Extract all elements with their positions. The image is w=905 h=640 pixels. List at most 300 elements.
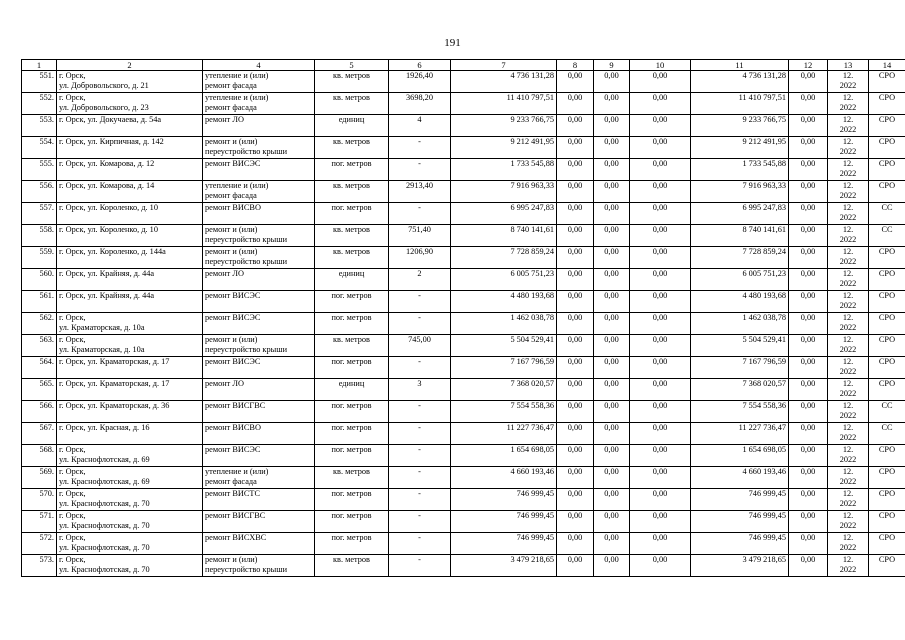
address-cell — [57, 159, 203, 181]
address-cell — [57, 181, 203, 203]
work-type-line: ремонт ВИСЭС — [205, 313, 261, 322]
deadline-cell — [828, 93, 869, 115]
quantity-cell: 4 — [389, 115, 451, 137]
total-cost-cell: 5 504 529,41 — [451, 335, 557, 357]
work-type-line: ремонт и (или) — [205, 335, 258, 344]
address-cell — [57, 511, 203, 533]
cost-col8-cell: 0,00 — [557, 357, 594, 379]
cost-col11-cell: 7 728 859,24 — [691, 247, 789, 269]
cost-col10-cell: 0,00 — [630, 71, 691, 93]
deadline-cell — [828, 357, 869, 379]
unit-cell: пог. метров — [315, 357, 389, 379]
cost-col11-cell: 9 233 766,75 — [691, 115, 789, 137]
deadline-line: 12. — [842, 137, 854, 146]
header-row — [22, 60, 905, 71]
total-cost-cell: 746 999,45 — [451, 511, 557, 533]
address-cell — [57, 379, 203, 401]
address-cell — [57, 71, 203, 93]
total-cost-cell: 6 995 247,83 — [451, 203, 557, 225]
column-header: 10 — [630, 60, 691, 71]
unit-cell: пог. метров — [315, 291, 389, 313]
quantity-cell: - — [389, 291, 451, 313]
funding-method-cell: СС — [869, 225, 905, 247]
cost-col12-cell: 0,00 — [789, 511, 828, 533]
cost-col10-cell: 0,00 — [630, 203, 691, 225]
row-number-cell: 568. — [22, 445, 57, 467]
cost-col9-cell: 0,00 — [594, 511, 630, 533]
work-type-cell — [203, 203, 315, 225]
quantity-cell: - — [389, 555, 451, 577]
address-line: ул. Краматорская, д. 10а — [59, 345, 145, 354]
deadline-line: 2022 — [839, 103, 857, 112]
cost-col11-cell: 4 480 193,68 — [691, 291, 789, 313]
cost-col11-cell: 3 479 218,65 — [691, 555, 789, 577]
address-line: г. Орск, — [59, 511, 86, 520]
quantity-cell: - — [389, 445, 451, 467]
cost-col9-cell: 0,00 — [594, 159, 630, 181]
deadline-line: 2022 — [839, 455, 857, 464]
address-cell — [57, 445, 203, 467]
deadline-cell — [828, 203, 869, 225]
cost-col8-cell: 0,00 — [557, 489, 594, 511]
deadline-line: 2022 — [839, 125, 857, 134]
deadline-line: 12. — [842, 489, 854, 498]
column-header: 4 — [203, 60, 315, 71]
work-type-cell — [203, 291, 315, 313]
work-type-cell — [203, 181, 315, 203]
funding-method-cell: СРО — [869, 115, 905, 137]
quantity-cell: 2 — [389, 269, 451, 291]
cost-col12-cell: 0,00 — [789, 181, 828, 203]
cost-col8-cell: 0,00 — [557, 203, 594, 225]
total-cost-cell: 1 733 545,88 — [451, 159, 557, 181]
work-type-cell — [203, 93, 315, 115]
funding-method-cell: СС — [869, 203, 905, 225]
address-line: г. Орск, ул. Короленко, д. 10 — [59, 203, 158, 212]
total-cost-cell: 1 654 698,05 — [451, 445, 557, 467]
column-header: 12 — [789, 60, 828, 71]
address-cell — [57, 291, 203, 313]
table-row — [22, 203, 905, 225]
address-line: ул. Добровольского, д. 21 — [59, 81, 149, 90]
deadline-line: 2022 — [839, 213, 857, 222]
address-line: г. Орск, ул. Короленко, д. 10 — [59, 225, 158, 234]
total-cost-cell: 7 368 020,57 — [451, 379, 557, 401]
cost-col9-cell: 0,00 — [594, 71, 630, 93]
address-line: г. Орск, — [59, 555, 86, 564]
funding-method-cell: СРО — [869, 269, 905, 291]
cost-col12-cell: 0,00 — [789, 335, 828, 357]
address-line: ул. Добровольского, д. 23 — [59, 103, 149, 112]
total-cost-cell: 7 554 558,36 — [451, 401, 557, 423]
address-cell — [57, 335, 203, 357]
cost-col9-cell: 0,00 — [594, 247, 630, 269]
address-line: ул. Краснофлотская, д. 70 — [59, 565, 150, 574]
funding-method-cell: СРО — [869, 555, 905, 577]
address-line: г. Орск, — [59, 313, 86, 322]
unit-cell: пог. метров — [315, 533, 389, 555]
work-type-line: переустройство крыши — [205, 257, 288, 266]
work-type-cell — [203, 159, 315, 181]
table-row — [22, 511, 905, 533]
row-number-cell: 557. — [22, 203, 57, 225]
work-type-line: утепление и (или) — [205, 93, 269, 102]
address-line: ул. Краснофлотская, д. 69 — [59, 455, 150, 464]
cost-col12-cell: 0,00 — [789, 159, 828, 181]
row-number-cell: 567. — [22, 423, 57, 445]
quantity-cell: - — [389, 313, 451, 335]
row-number-cell: 561. — [22, 291, 57, 313]
row-number-cell: 566. — [22, 401, 57, 423]
address-line: г. Орск, — [59, 335, 86, 344]
work-type-line: ремонт ВИСЭС — [205, 159, 261, 168]
work-type-cell — [203, 533, 315, 555]
address-line: ул. Краснофлотская, д. 70 — [59, 543, 150, 552]
table-row — [22, 291, 905, 313]
deadline-line: 12. — [842, 225, 854, 234]
cost-col9-cell: 0,00 — [594, 203, 630, 225]
cost-col12-cell: 0,00 — [789, 291, 828, 313]
table-row — [22, 225, 905, 247]
cost-col10-cell: 0,00 — [630, 335, 691, 357]
work-type-line: переустройство крыши — [205, 147, 288, 156]
deadline-cell — [828, 335, 869, 357]
funding-method-cell: СРО — [869, 357, 905, 379]
work-type-line: утепление и (или) — [205, 181, 269, 190]
table-row — [22, 489, 905, 511]
funding-method-cell: СРО — [869, 533, 905, 555]
cost-col9-cell: 0,00 — [594, 445, 630, 467]
funding-method-cell: СРО — [869, 335, 905, 357]
work-type-line: ремонт и (или) — [205, 247, 258, 256]
funding-method-cell: СРО — [869, 247, 905, 269]
row-number-cell: 551. — [22, 71, 57, 93]
column-header: 9 — [594, 60, 630, 71]
deadline-line: 12. — [842, 423, 854, 432]
deadline-line: 2022 — [839, 477, 857, 486]
address-cell — [57, 137, 203, 159]
cost-col8-cell: 0,00 — [557, 445, 594, 467]
total-cost-cell: 746 999,45 — [451, 533, 557, 555]
deadline-line: 12. — [842, 269, 854, 278]
work-type-cell — [203, 247, 315, 269]
unit-cell: кв. метров — [315, 71, 389, 93]
work-type-line: ремонт фасада — [205, 81, 257, 90]
work-type-line: ремонт ВИСТС — [205, 489, 261, 498]
row-number-cell: 552. — [22, 93, 57, 115]
quantity-cell: - — [389, 137, 451, 159]
total-cost-cell: 11 227 736,47 — [451, 423, 557, 445]
quantity-cell: - — [389, 357, 451, 379]
table-row — [22, 159, 905, 181]
deadline-line: 2022 — [839, 565, 857, 574]
work-type-cell — [203, 335, 315, 357]
table-row — [22, 115, 905, 137]
deadline-line: 2022 — [839, 411, 857, 420]
cost-col12-cell: 0,00 — [789, 379, 828, 401]
cost-col10-cell: 0,00 — [630, 247, 691, 269]
work-type-line: ремонт ВИСГВС — [205, 511, 266, 520]
deadline-line: 12. — [842, 335, 854, 344]
cost-col8-cell: 0,00 — [557, 137, 594, 159]
row-number-cell: 570. — [22, 489, 57, 511]
work-type-line: ремонт ВИСХВС — [205, 533, 267, 542]
address-line: г. Орск, — [59, 467, 86, 476]
work-type-line: ремонт ВИСВО — [205, 203, 261, 212]
deadline-line: 2022 — [839, 433, 857, 442]
cost-col11-cell: 8 740 141,61 — [691, 225, 789, 247]
quantity-cell: 3698,20 — [389, 93, 451, 115]
deadline-line: 12. — [842, 533, 854, 542]
deadline-cell — [828, 115, 869, 137]
cost-col12-cell: 0,00 — [789, 467, 828, 489]
cost-col9-cell: 0,00 — [594, 555, 630, 577]
quantity-cell: 2913,40 — [389, 181, 451, 203]
address-line: г. Орск, ул. Крайняя, д. 44а — [59, 269, 155, 278]
cost-col12-cell: 0,00 — [789, 71, 828, 93]
column-header: 11 — [691, 60, 789, 71]
deadline-line: 12. — [842, 401, 854, 410]
unit-cell: кв. метров — [315, 555, 389, 577]
cost-col10-cell: 0,00 — [630, 533, 691, 555]
row-number-cell: 563. — [22, 335, 57, 357]
deadline-line: 12. — [842, 203, 854, 212]
deadline-line: 12. — [842, 467, 854, 476]
deadline-cell — [828, 555, 869, 577]
unit-cell: единиц — [315, 379, 389, 401]
cost-col8-cell: 0,00 — [557, 511, 594, 533]
cost-col8-cell: 0,00 — [557, 93, 594, 115]
unit-cell: кв. метров — [315, 181, 389, 203]
deadline-cell — [828, 379, 869, 401]
cost-col11-cell: 746 999,45 — [691, 489, 789, 511]
deadline-line: 12. — [842, 115, 854, 124]
row-number-cell: 553. — [22, 115, 57, 137]
total-cost-cell: 746 999,45 — [451, 489, 557, 511]
work-type-line: ремонт ВИСВО — [205, 423, 261, 432]
address-line: г. Орск, — [59, 445, 86, 454]
cost-col10-cell: 0,00 — [630, 313, 691, 335]
funding-method-cell: СРО — [869, 511, 905, 533]
cost-col8-cell: 0,00 — [557, 533, 594, 555]
table-row — [22, 467, 905, 489]
total-cost-cell: 9 233 766,75 — [451, 115, 557, 137]
cost-col11-cell: 7 167 796,59 — [691, 357, 789, 379]
cost-col8-cell: 0,00 — [557, 71, 594, 93]
deadline-cell — [828, 489, 869, 511]
work-type-cell — [203, 489, 315, 511]
quantity-cell: 3 — [389, 379, 451, 401]
table-row — [22, 423, 905, 445]
cost-col11-cell: 746 999,45 — [691, 511, 789, 533]
funding-method-cell: СРО — [869, 467, 905, 489]
cost-col10-cell: 0,00 — [630, 225, 691, 247]
address-line: ул. Краснофлотская, д. 69 — [59, 477, 150, 486]
table-row — [22, 379, 905, 401]
cost-col12-cell: 0,00 — [789, 555, 828, 577]
work-type-cell — [203, 313, 315, 335]
cost-col11-cell: 9 212 491,95 — [691, 137, 789, 159]
total-cost-cell: 7 167 796,59 — [451, 357, 557, 379]
unit-cell: пог. метров — [315, 401, 389, 423]
column-header: 6 — [389, 60, 451, 71]
table-row — [22, 555, 905, 577]
cost-col9-cell: 0,00 — [594, 423, 630, 445]
total-cost-cell: 3 479 218,65 — [451, 555, 557, 577]
address-cell — [57, 313, 203, 335]
address-line: г. Орск, ул. Докучаева, д. 54а — [59, 115, 162, 124]
cost-col12-cell: 0,00 — [789, 313, 828, 335]
quantity-cell: - — [389, 533, 451, 555]
unit-cell: единиц — [315, 269, 389, 291]
work-type-cell — [203, 467, 315, 489]
cost-col9-cell: 0,00 — [594, 489, 630, 511]
deadline-cell — [828, 291, 869, 313]
cost-col8-cell: 0,00 — [557, 379, 594, 401]
work-type-line: переустройство крыши — [205, 235, 288, 244]
cost-col12-cell: 0,00 — [789, 401, 828, 423]
deadline-line: 2022 — [839, 169, 857, 178]
cost-col10-cell: 0,00 — [630, 269, 691, 291]
unit-cell: кв. метров — [315, 467, 389, 489]
cost-col9-cell: 0,00 — [594, 335, 630, 357]
address-line: г. Орск, ул. Краматорская, д. 17 — [59, 379, 170, 388]
cost-col10-cell: 0,00 — [630, 467, 691, 489]
deadline-line: 12. — [842, 379, 854, 388]
work-type-line: ремонт и (или) — [205, 137, 258, 146]
cost-col9-cell: 0,00 — [594, 269, 630, 291]
funding-method-cell: СРО — [869, 93, 905, 115]
cost-col12-cell: 0,00 — [789, 357, 828, 379]
column-header: 13 — [828, 60, 869, 71]
total-cost-cell: 6 005 751,23 — [451, 269, 557, 291]
cost-col8-cell: 0,00 — [557, 181, 594, 203]
cost-col10-cell: 0,00 — [630, 401, 691, 423]
deadline-line: 12. — [842, 357, 854, 366]
address-cell — [57, 357, 203, 379]
row-number-cell: 555. — [22, 159, 57, 181]
funding-method-cell: СС — [869, 401, 905, 423]
cost-col11-cell: 7 368 020,57 — [691, 379, 789, 401]
deadline-cell — [828, 533, 869, 555]
deadline-line: 12. — [842, 159, 854, 168]
address-line: г. Орск, ул. Короленко, д. 144а — [59, 247, 166, 256]
work-type-line: ремонт фасада — [205, 191, 257, 200]
funding-method-cell: СРО — [869, 379, 905, 401]
funding-method-cell: СРО — [869, 159, 905, 181]
quantity-cell: - — [389, 511, 451, 533]
cost-col9-cell: 0,00 — [594, 181, 630, 203]
cost-col8-cell: 0,00 — [557, 115, 594, 137]
deadline-cell — [828, 445, 869, 467]
cost-col10-cell: 0,00 — [630, 115, 691, 137]
table-row — [22, 335, 905, 357]
cost-col8-cell: 0,00 — [557, 467, 594, 489]
work-type-line: ремонт ЛО — [205, 269, 244, 278]
cost-col12-cell: 0,00 — [789, 247, 828, 269]
deadline-line: 2022 — [839, 257, 857, 266]
work-type-line: ремонт ВИСЭС — [205, 291, 261, 300]
unit-cell: кв. метров — [315, 225, 389, 247]
table-row — [22, 93, 905, 115]
address-line: г. Орск, ул. Крайняя, д. 44а — [59, 291, 155, 300]
cost-col9-cell: 0,00 — [594, 379, 630, 401]
cost-col11-cell: 11 410 797,51 — [691, 93, 789, 115]
column-header: 1 — [22, 60, 57, 71]
row-number-cell: 556. — [22, 181, 57, 203]
deadline-line: 12. — [842, 247, 854, 256]
funding-method-cell: СС — [869, 423, 905, 445]
table-row — [22, 181, 905, 203]
work-type-line: переустройство крыши — [205, 345, 288, 354]
deadline-line: 2022 — [839, 323, 857, 332]
quantity-cell: - — [389, 423, 451, 445]
address-cell — [57, 555, 203, 577]
cost-col9-cell: 0,00 — [594, 137, 630, 159]
row-number-cell: 564. — [22, 357, 57, 379]
cost-col10-cell: 0,00 — [630, 159, 691, 181]
deadline-cell — [828, 423, 869, 445]
address-line: г. Орск, ул. Комарова, д. 14 — [59, 181, 155, 190]
page-number: 191 — [444, 37, 461, 49]
cost-col10-cell: 0,00 — [630, 489, 691, 511]
deadline-line: 2022 — [839, 367, 857, 376]
cost-col11-cell: 7 916 963,33 — [691, 181, 789, 203]
column-header: 7 — [451, 60, 557, 71]
address-cell — [57, 269, 203, 291]
quantity-cell: 1926,40 — [389, 71, 451, 93]
deadline-line: 2022 — [839, 543, 857, 552]
address-cell — [57, 401, 203, 423]
unit-cell: пог. метров — [315, 511, 389, 533]
quantity-cell: - — [389, 401, 451, 423]
row-number-cell: 562. — [22, 313, 57, 335]
quantity-cell: - — [389, 203, 451, 225]
deadline-cell — [828, 467, 869, 489]
cost-col9-cell: 0,00 — [594, 467, 630, 489]
work-type-line: ремонт ВИСГВС — [205, 401, 266, 410]
deadline-line: 12. — [842, 71, 854, 80]
work-type-cell — [203, 137, 315, 159]
cost-col8-cell: 0,00 — [557, 269, 594, 291]
table-row — [22, 137, 905, 159]
work-type-cell — [203, 511, 315, 533]
row-number-cell: 569. — [22, 467, 57, 489]
deadline-line: 2022 — [839, 499, 857, 508]
unit-cell: кв. метров — [315, 137, 389, 159]
cost-col12-cell: 0,00 — [789, 115, 828, 137]
cost-col11-cell: 7 554 558,36 — [691, 401, 789, 423]
deadline-line: 2022 — [839, 389, 857, 398]
address-cell — [57, 533, 203, 555]
work-type-cell — [203, 269, 315, 291]
work-type-line: утепление и (или) — [205, 467, 269, 476]
unit-cell: единиц — [315, 115, 389, 137]
column-header: 14 — [869, 60, 905, 71]
deadline-cell — [828, 225, 869, 247]
funding-method-cell: СРО — [869, 181, 905, 203]
cost-col10-cell: 0,00 — [630, 181, 691, 203]
cost-col9-cell: 0,00 — [594, 225, 630, 247]
row-number-cell: 554. — [22, 137, 57, 159]
cost-col9-cell: 0,00 — [594, 533, 630, 555]
work-type-cell — [203, 445, 315, 467]
quantity-cell: - — [389, 489, 451, 511]
cost-col10-cell: 0,00 — [630, 291, 691, 313]
unit-cell: пог. метров — [315, 203, 389, 225]
work-type-cell — [203, 225, 315, 247]
deadline-line: 12. — [842, 291, 854, 300]
